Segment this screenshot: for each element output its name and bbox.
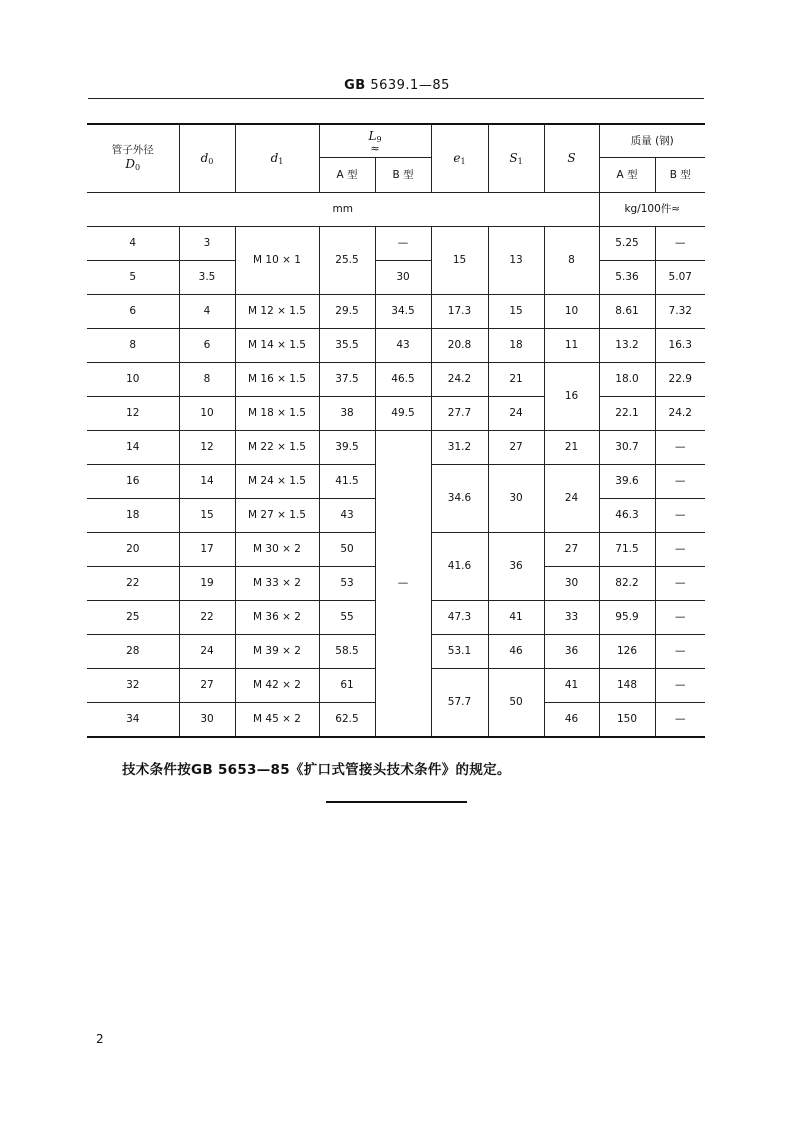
l9-sub: 9 [376,135,382,145]
cell-mass-b: 5.07 [655,261,705,295]
s-symbol: S [567,151,576,166]
cell-e1: 17.3 [431,295,488,329]
cell-l9a: 39.5 [319,431,375,465]
cell-s1: 50 [488,669,544,738]
cell-e1: 24.2 [431,363,488,397]
cell-d0: 3.5 [179,261,235,295]
table-row [87,295,705,329]
cell-d0-outer: 16 [87,465,179,499]
cell-s: 30 [544,567,599,601]
cell-s: 8 [544,227,599,295]
cell-d0: 22 [179,601,235,635]
cell-l9b: 49.5 [375,397,431,431]
cell-mass-a: 30.7 [599,431,655,465]
e1-symbol: e [453,150,461,165]
cell-l9a: 37.5 [319,363,375,397]
cell-mass-b: — [655,703,705,738]
cell-s: 24 [544,465,599,533]
cell-d0: 15 [179,499,235,533]
cell-d0-outer: 25 [87,601,179,635]
cell-e1: 34.6 [431,465,488,533]
cell-s1: 15 [488,295,544,329]
cell-d0: 14 [179,465,235,499]
page-header [0,78,794,93]
cell-mass-a: 46.3 [599,499,655,533]
cell-mass-b: 16.3 [655,329,705,363]
cell-d0: 24 [179,635,235,669]
cell-mass-a: 5.36 [599,261,655,295]
cell-s: 21 [544,431,599,465]
table-row [87,363,705,397]
technical-note: 技术条件按GB 5653—85《扩口式管接头技术条件》的规定。 [122,762,511,778]
l9-type-a: A 型 [319,158,375,193]
l9-approx: ≈ [370,141,380,155]
cell-d0: 27 [179,669,235,703]
outer-diameter-label: 管子外径 [111,144,154,157]
cell-d0-outer: 28 [87,635,179,669]
cell-l9a: 55 [319,601,375,635]
cell-d0-outer: 12 [87,397,179,431]
cell-d0: 19 [179,567,235,601]
cell-d0-outer: 8 [87,329,179,363]
cell-s1: 41 [488,601,544,635]
cell-l9a: 58.5 [319,635,375,669]
cell-mass-b: — [655,431,705,465]
cell-d1: M 24 × 1.5 [235,465,319,499]
e1-sub: 1 [460,156,466,166]
cell-mass-a: 22.1 [599,397,655,431]
cell-e1: 20.8 [431,329,488,363]
mass-type-b: B 型 [655,158,705,193]
col-d1 [235,124,319,193]
cell-s1: 13 [488,227,544,295]
l9-type-b: B 型 [375,158,431,193]
cell-s: 10 [544,295,599,329]
cell-mass-b: — [655,465,705,499]
cell-e1: 41.6 [431,533,488,601]
cell-d1: M 27 × 1.5 [235,499,319,533]
page-number: 2 [96,1032,104,1046]
cell-l9b: 46.5 [375,363,431,397]
cell-mass-a: 148 [599,669,655,703]
cell-l9a: 35.5 [319,329,375,363]
s1-sub: 1 [517,156,523,166]
cell-s: 46 [544,703,599,738]
cell-mass-a: 8.61 [599,295,655,329]
cell-e1: 47.3 [431,601,488,635]
cell-s1: 46 [488,635,544,669]
cell-s1: 21 [488,363,544,397]
cell-d0: 8 [179,363,235,397]
cell-mass-b: — [655,669,705,703]
cell-mass-b: 24.2 [655,397,705,431]
cell-mass-b: — [655,601,705,635]
cell-mass-a: 18.0 [599,363,655,397]
cell-s: 27 [544,533,599,567]
cell-d0-outer: 34 [87,703,179,738]
l9-symbol: L [368,129,377,144]
cell-d1: M 42 × 2 [235,669,319,703]
cell-mass-b: — [655,227,705,261]
cell-mass-a: 95.9 [599,601,655,635]
header-std-prefix: GB [344,78,366,93]
cell-d0-outer: 22 [87,567,179,601]
cell-s1: 24 [488,397,544,431]
d1-sub: 1 [278,156,284,166]
cell-mass-b: — [655,499,705,533]
cell-s1: 36 [488,533,544,601]
cell-d0: 17 [179,533,235,567]
cell-e1: 31.2 [431,431,488,465]
cell-mass-a: 39.6 [599,465,655,499]
header-rule [88,98,704,99]
cell-mass-a: 126 [599,635,655,669]
header-row-1 [87,124,705,158]
col-outer-diameter [87,124,179,193]
cell-d0-outer: 18 [87,499,179,533]
dimension-table [87,123,705,738]
cell-d1: M 16 × 1.5 [235,363,319,397]
cell-d1: M 36 × 2 [235,601,319,635]
cell-l9b-merged: — [375,431,431,738]
s1-symbol: S [509,150,518,165]
cell-mass-b: — [655,567,705,601]
col-l9 [319,124,431,158]
unit-mass: kg/100件≈ [599,193,705,227]
cell-d1: M 18 × 1.5 [235,397,319,431]
header-std-number: 5639.1—85 [370,78,450,93]
outer-diameter-sub: 0 [135,163,141,172]
cell-s: 16 [544,363,599,431]
cell-s: 41 [544,669,599,703]
cell-mass-b: — [655,533,705,567]
cell-d1: M 12 × 1.5 [235,295,319,329]
cell-d0-outer: 10 [87,363,179,397]
cell-s1: 18 [488,329,544,363]
cell-l9a: 38 [319,397,375,431]
cell-d0: 6 [179,329,235,363]
cell-e1: 15 [431,227,488,295]
end-rule [326,801,467,803]
cell-l9a: 29.5 [319,295,375,329]
d0-symbol: d [200,150,209,165]
cell-mass-b: — [655,635,705,669]
cell-mass-a: 82.2 [599,567,655,601]
d0-sub: 0 [208,156,214,166]
col-s1 [488,124,544,193]
cell-e1: 53.1 [431,635,488,669]
cell-l9a: 50 [319,533,375,567]
outer-diameter-symbol: D [125,157,136,171]
cell-mass-a: 13.2 [599,329,655,363]
d1-symbol: d [270,150,279,165]
cell-mass-a: 71.5 [599,533,655,567]
cell-l9a: 61 [319,669,375,703]
cell-d0-outer: 6 [87,295,179,329]
cell-d0: 10 [179,397,235,431]
cell-e1: 27.7 [431,397,488,431]
cell-s: 11 [544,329,599,363]
cell-s: 33 [544,601,599,635]
col-e1 [431,124,488,193]
cell-d1: M 30 × 2 [235,533,319,567]
mass-type-a: A 型 [599,158,655,193]
table-row [87,431,705,465]
cell-l9a: 53 [319,567,375,601]
cell-s1: 30 [488,465,544,533]
cell-d1: M 33 × 2 [235,567,319,601]
cell-s: 36 [544,635,599,669]
cell-d1: M 22 × 1.5 [235,431,319,465]
cell-mass-b: 7.32 [655,295,705,329]
cell-d0: 12 [179,431,235,465]
cell-d1: M 14 × 1.5 [235,329,319,363]
table-row [87,261,705,295]
cell-l9a: 43 [319,499,375,533]
cell-d0-outer: 14 [87,431,179,465]
cell-l9b: 34.5 [375,295,431,329]
cell-s1: 27 [488,431,544,465]
cell-d0-outer: 5 [87,261,179,295]
cell-d0-outer: 32 [87,669,179,703]
cell-l9b: 30 [375,261,431,295]
cell-d0-outer: 4 [87,227,179,261]
col-d0 [179,124,235,193]
cell-mass-a: 5.25 [599,227,655,261]
table-row [87,227,705,261]
cell-d0: 30 [179,703,235,738]
cell-e1: 57.7 [431,669,488,738]
cell-d0: 4 [179,295,235,329]
cell-d1: M 10 × 1 [235,227,319,295]
unit-row [87,193,705,227]
cell-d1: M 39 × 2 [235,635,319,669]
cell-d0-outer: 20 [87,533,179,567]
table-row [87,397,705,431]
cell-mass-b: 22.9 [655,363,705,397]
cell-l9a: 62.5 [319,703,375,738]
cell-d0: 3 [179,227,235,261]
unit-mm: mm [87,193,599,227]
cell-l9a: 41.5 [319,465,375,499]
col-s [544,124,599,193]
col-mass: 质量 (钢) [599,124,705,158]
cell-mass-a: 150 [599,703,655,738]
cell-l9a: 25.5 [319,227,375,295]
cell-l9b: 43 [375,329,431,363]
cell-d1: M 45 × 2 [235,703,319,738]
table-row [87,329,705,363]
cell-l9b: — [375,227,431,261]
